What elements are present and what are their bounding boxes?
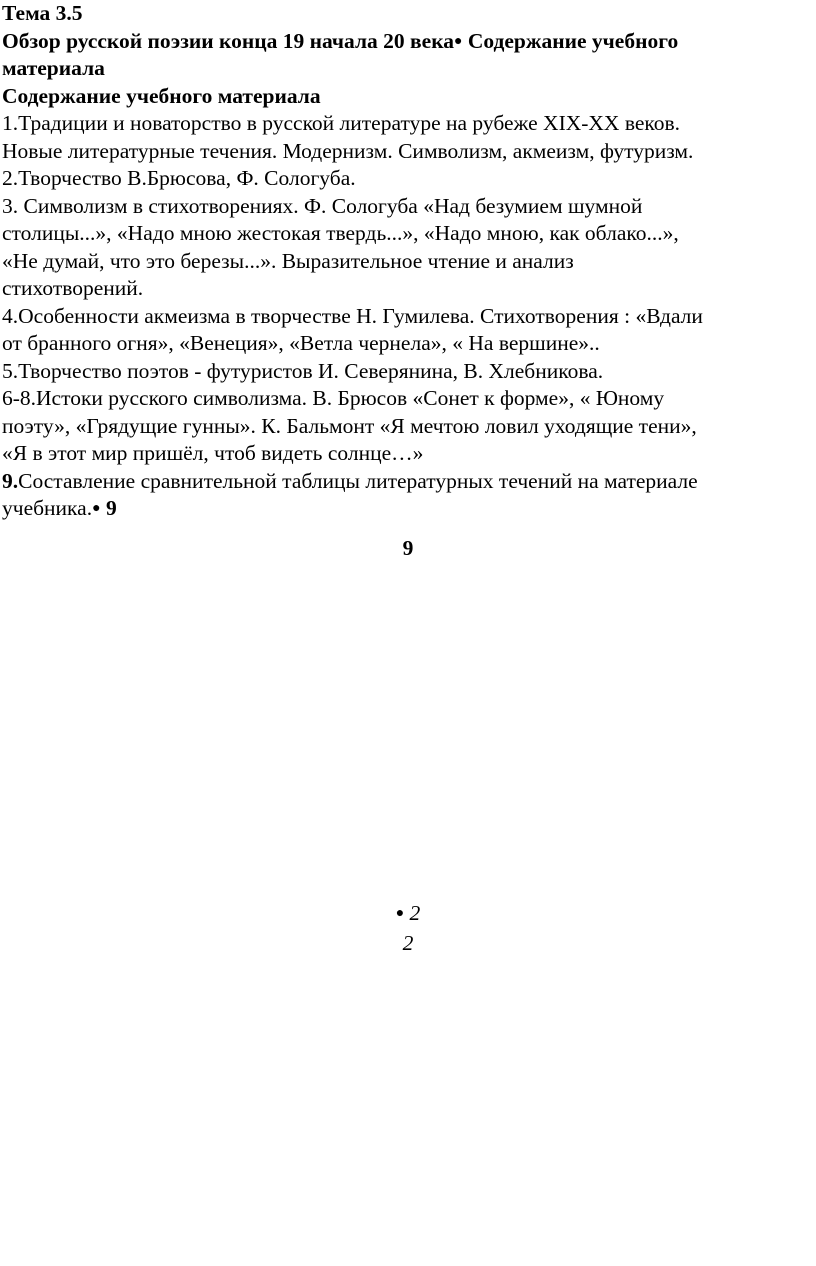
topic-heading: Тема 3.5 — [2, 1, 83, 25]
item-9-page: 9 — [100, 496, 117, 520]
text-line: «Не думай, что это березы...». Выразительное чтение и анализ — [2, 248, 574, 273]
text-line: столицы...», «Надо мною жестокая твердь...», «Надо мною, как облако...», — [2, 221, 679, 245]
bullet-icon: ● — [454, 33, 463, 49]
text-line: «Я в этот мир пришёл, чтоб видеть солнце…» — [2, 441, 424, 465]
subtitle: Содержание учебного материала — [2, 83, 321, 108]
title-text-b: Содержание учебного — [462, 28, 679, 53]
text-line: от бранного огня», «Венеция», «Ветла чернела», « На вершине».. — [2, 331, 600, 355]
text-line: 3. Символизм в стихотворениях. Ф. Сологуба «Над безумием шумной — [2, 193, 643, 218]
text-line: 6-8.Истоки русского символизма. В. Брюсов «Сонет к форме», « Юному — [2, 386, 665, 410]
item-9-line-1 — [2, 468, 810, 496]
text-line: 2.Творчество В.Брюсова, Ф. Сологуба. — [2, 166, 356, 190]
text-line: 4.Особенности акмеизма в творчестве Н. Гумилева. Стихотворения : «Вдали — [2, 303, 703, 328]
title-line-1 — [2, 28, 810, 56]
text-line: стихотворений. — [2, 276, 144, 300]
text-line: поэту», «Грядущие гунны». К. Бальмонт «Я мечтою ловил уходящие тени», — [2, 413, 697, 438]
text-line: 5.Творчество поэтов - футуристов И. Северянина, В. Хлебникова. — [2, 358, 604, 383]
bullet-icon: ● — [92, 501, 101, 516]
item-9-number: 9. — [2, 468, 19, 493]
document-content — [2, 0, 810, 523]
center-page-number: 9 — [402, 536, 414, 560]
text-line: 1.Традиции и новаторство в русской литературе на рубеже XIX-XX веков. — [2, 111, 681, 135]
text-line: Новые литературные течения. Модернизм. Символизм, акмеизм, футуризм. — [2, 138, 694, 163]
item-9-line-2 — [2, 495, 810, 523]
title-text-a: Обзор русской поэзии конца 19 начала 20 века — [2, 28, 455, 53]
footer-num-a: 2 — [404, 901, 421, 925]
bullet-icon: ● — [395, 906, 405, 921]
item-9-text-end: учебника. — [2, 496, 93, 520]
footer-page-number-b: 2 — [402, 931, 414, 955]
footer-page-number-a — [0, 900, 816, 928]
title-line-2: материала — [2, 56, 105, 80]
item-9-text: Составление сравнительной таблицы литературных течений на материале — [18, 468, 698, 493]
